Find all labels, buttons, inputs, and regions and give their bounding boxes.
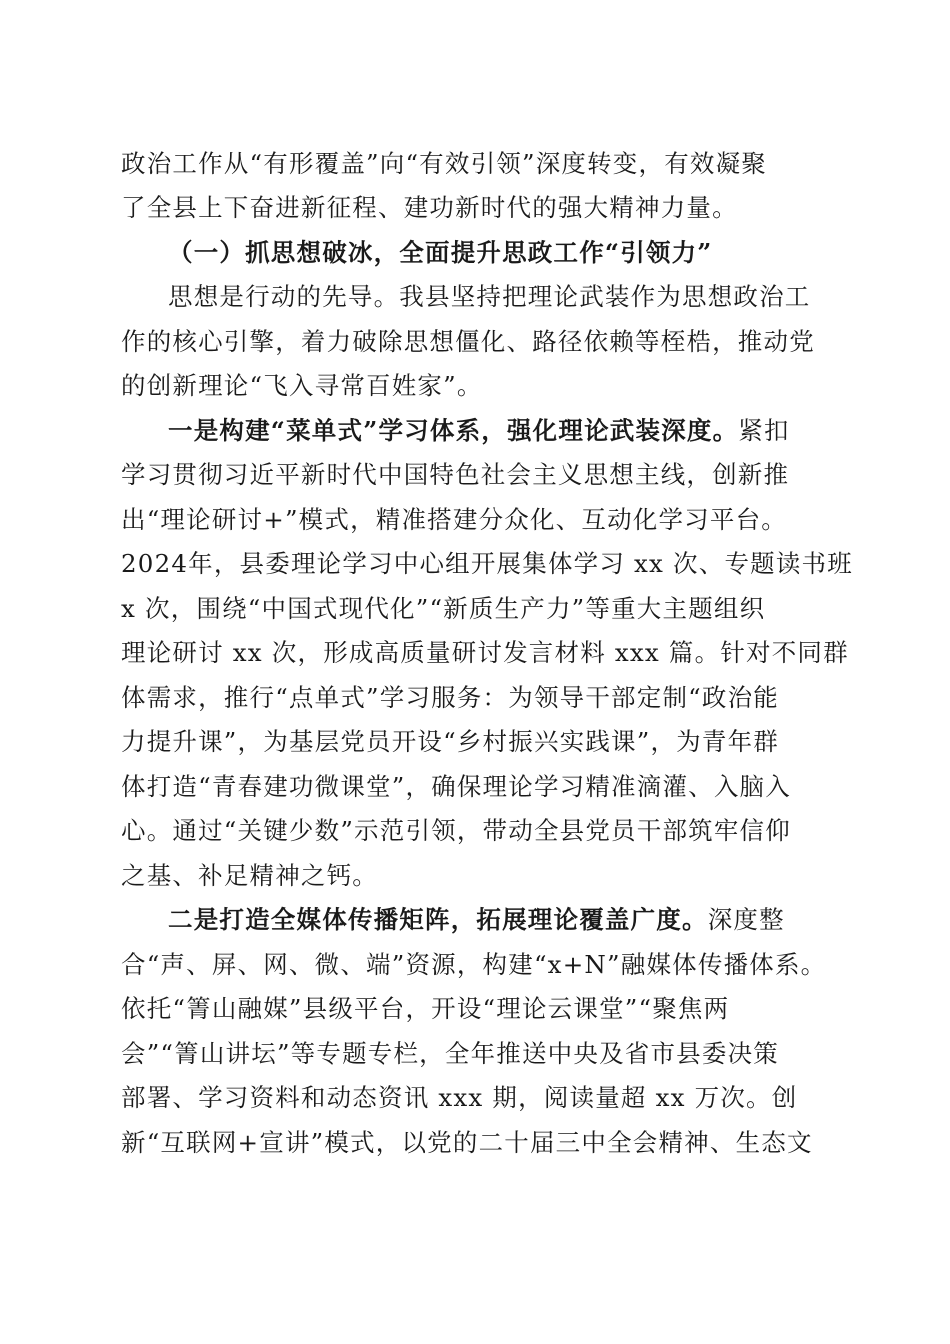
paragraph-lead-rest: 紧扣: [738, 416, 790, 445]
section-heading: （一）抓思想破冰，全面提升思政工作“引领力”: [168, 238, 713, 267]
paragraph-line: 新“互联网+宣讲”模式，以党的二十届三中全会精神、生态文: [121, 1128, 813, 1157]
paragraph-lead-bold: 二是打造全媒体传播矩阵，拓展理论覆盖广度。: [168, 905, 708, 934]
paragraph-line: 了全县上下奋进新征程、建功新时代的强大精神力量。: [121, 193, 738, 222]
paragraph-line: 思想是行动的先导。我县坚持把理论武装作为思想政治工: [168, 282, 811, 311]
paragraph-line: 之基、补足精神之钙。: [121, 861, 378, 890]
paragraph-lead-rest: 深度整: [707, 905, 785, 934]
paragraph-line: 2024年，县委理论学习中心组开展集体学习 xx 次、专题读书班: [121, 549, 853, 578]
paragraph-line: 部署、学习资料和动态资讯 xxx 期，阅读量超 xx 万次。创: [121, 1083, 798, 1112]
paragraph-line: 会”“箐山讲坛”等专题专栏，全年推送中央及省市县委决策: [121, 1039, 779, 1068]
paragraph-line: 体需求，推行“点单式”学习服务：为领导干部定制“政治能: [121, 683, 779, 712]
paragraph-line: x 次，围绕“中国式现代化”“新质生产力”等重大主题组织: [121, 594, 766, 623]
paragraph-lead-bold: 一是构建“菜单式”学习体系，强化理论武装深度。: [168, 416, 739, 445]
paragraph-line: 学习贯彻习近平新时代中国特色社会主义思想主线，创新推: [121, 460, 790, 489]
paragraph-line: [168, 409, 873, 453]
paragraph-line: 出“理论研讨+”模式，精准搭建分众化、互动化学习平台。: [121, 505, 787, 534]
paragraph-line: 理论研讨 xx 次，形成高质量研讨发言材料 xxx 篇。针对不同群: [121, 638, 849, 667]
paragraph-line: 的创新理论“飞入寻常百姓家”。: [121, 371, 483, 400]
paragraph-line: 合“声、屏、网、微、端”资源，构建“x+N”融媒体传播体系。: [121, 950, 827, 979]
paragraph-line: [168, 898, 873, 942]
paragraph-line: 力提升课”，为基层党员开设“乡村振兴实践课”，为青年群: [121, 727, 779, 756]
paragraph-line: 政治工作从“有形覆盖”向“有效引领”深度转变，有效凝聚: [121, 149, 767, 178]
paragraph-line: 体打造“青春建功微课堂”，确保理论学习精准滴灌、入脑入: [121, 772, 791, 801]
paragraph-line: 作的核心引擎，着力破除思想僵化、路径依赖等桎梏，推动党: [121, 327, 815, 356]
paragraph-line: 心。通过“关键少数”示范引领，带动全县党员干部筑牢信仰: [121, 816, 791, 845]
paragraph-line: 依托“箐山融媒”县级平台，开设“理论云课堂”“聚焦两: [121, 994, 730, 1023]
